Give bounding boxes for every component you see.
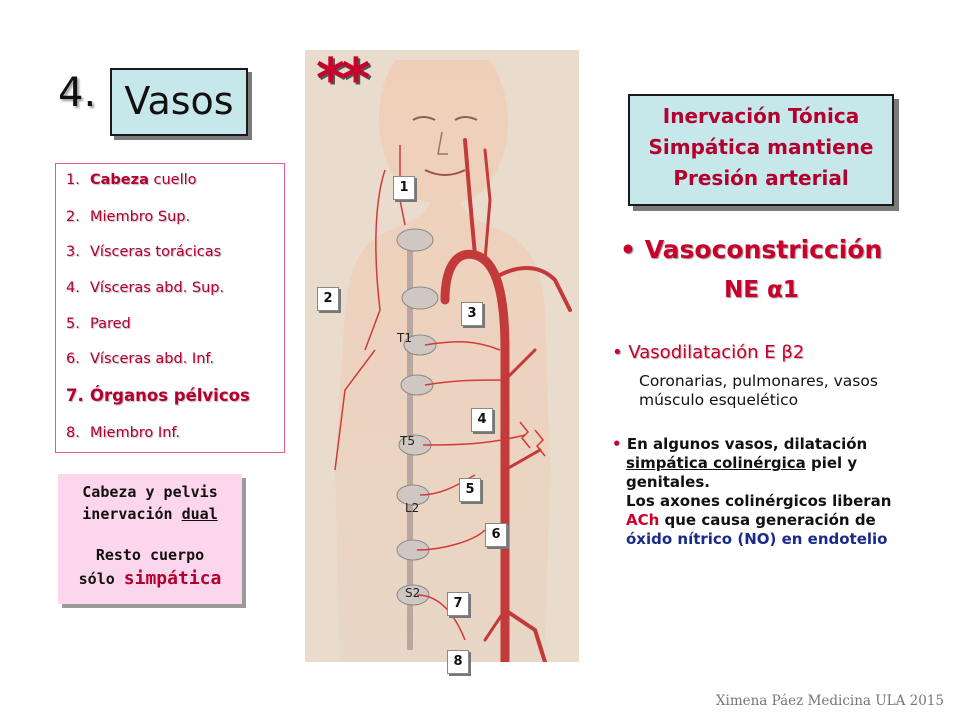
anatomy-illustration [305,47,579,669]
bullet-icon: • [612,435,622,453]
list-item-highlight: 7. Órganos pélvicos [66,386,250,405]
spinal-label: T5 [400,434,415,448]
list-item: 6. Vísceras abd. Inf. [66,351,215,367]
list-item: 2. Miembro Sup. [66,209,191,225]
callout-7: 7 [447,592,469,616]
spinal-label: L2 [405,501,420,515]
callout-5: 5 [459,478,481,502]
author-credit: Ximena Páez Medicina ULA 2015 [715,693,944,709]
callout-3: 3 [461,302,483,326]
bullet-icon: • [620,235,636,264]
callout-6: 6 [485,523,507,547]
note-line: inervación dual [82,505,218,523]
callout-4: 4 [471,408,493,432]
list-item: 8. Miembro Inf. [66,425,181,441]
sympathetic-vessels-diagram [305,47,579,662]
tonic-innervation-box: Inervación Tónica Simpática mantiene Presión arterial [628,94,894,206]
list-item: 3. Vísceras torácicas [66,244,222,260]
cholinergic-note: • En algunos vasos, dilatación simpática colinérgica piel y genitales. Los axones colinérgicos liberan ACh que causa generación de óxido nítrico (NO) en endotelio [612,435,892,548]
section-number: 4. [58,70,97,116]
ne-alpha1-label: NE α1 [724,277,799,303]
callout-1: 1 [393,176,415,200]
innervation-note-box [58,474,242,604]
vasodilation-heading: • Vasodilatación E β2 [612,342,805,363]
section-title: Vasos [110,68,248,136]
list-item: 4. Vísceras abd. Sup. [66,280,225,296]
spinal-label: T1 [397,331,412,345]
emphasis-stars: ** [316,47,367,112]
note-line: Cabeza y pelvis [82,483,218,501]
vasoconstriction-heading: • Vasoconstricción [620,235,883,264]
note-line: Resto cuerpo [95,546,205,564]
callout-8: 8 [447,650,469,674]
list-item: 5. Pared [66,316,131,332]
callout-2: 2 [317,287,339,311]
list-item: 1. Cabeza cuello [66,172,197,188]
spinal-label: S2 [405,586,421,600]
vasodilation-targets: Coronarias, pulmonares, vasos músculo esquelético [639,372,878,409]
note-line: sólo simpática [78,568,222,589]
territory-list-box [55,163,285,453]
bullet-icon: • [612,342,623,363]
